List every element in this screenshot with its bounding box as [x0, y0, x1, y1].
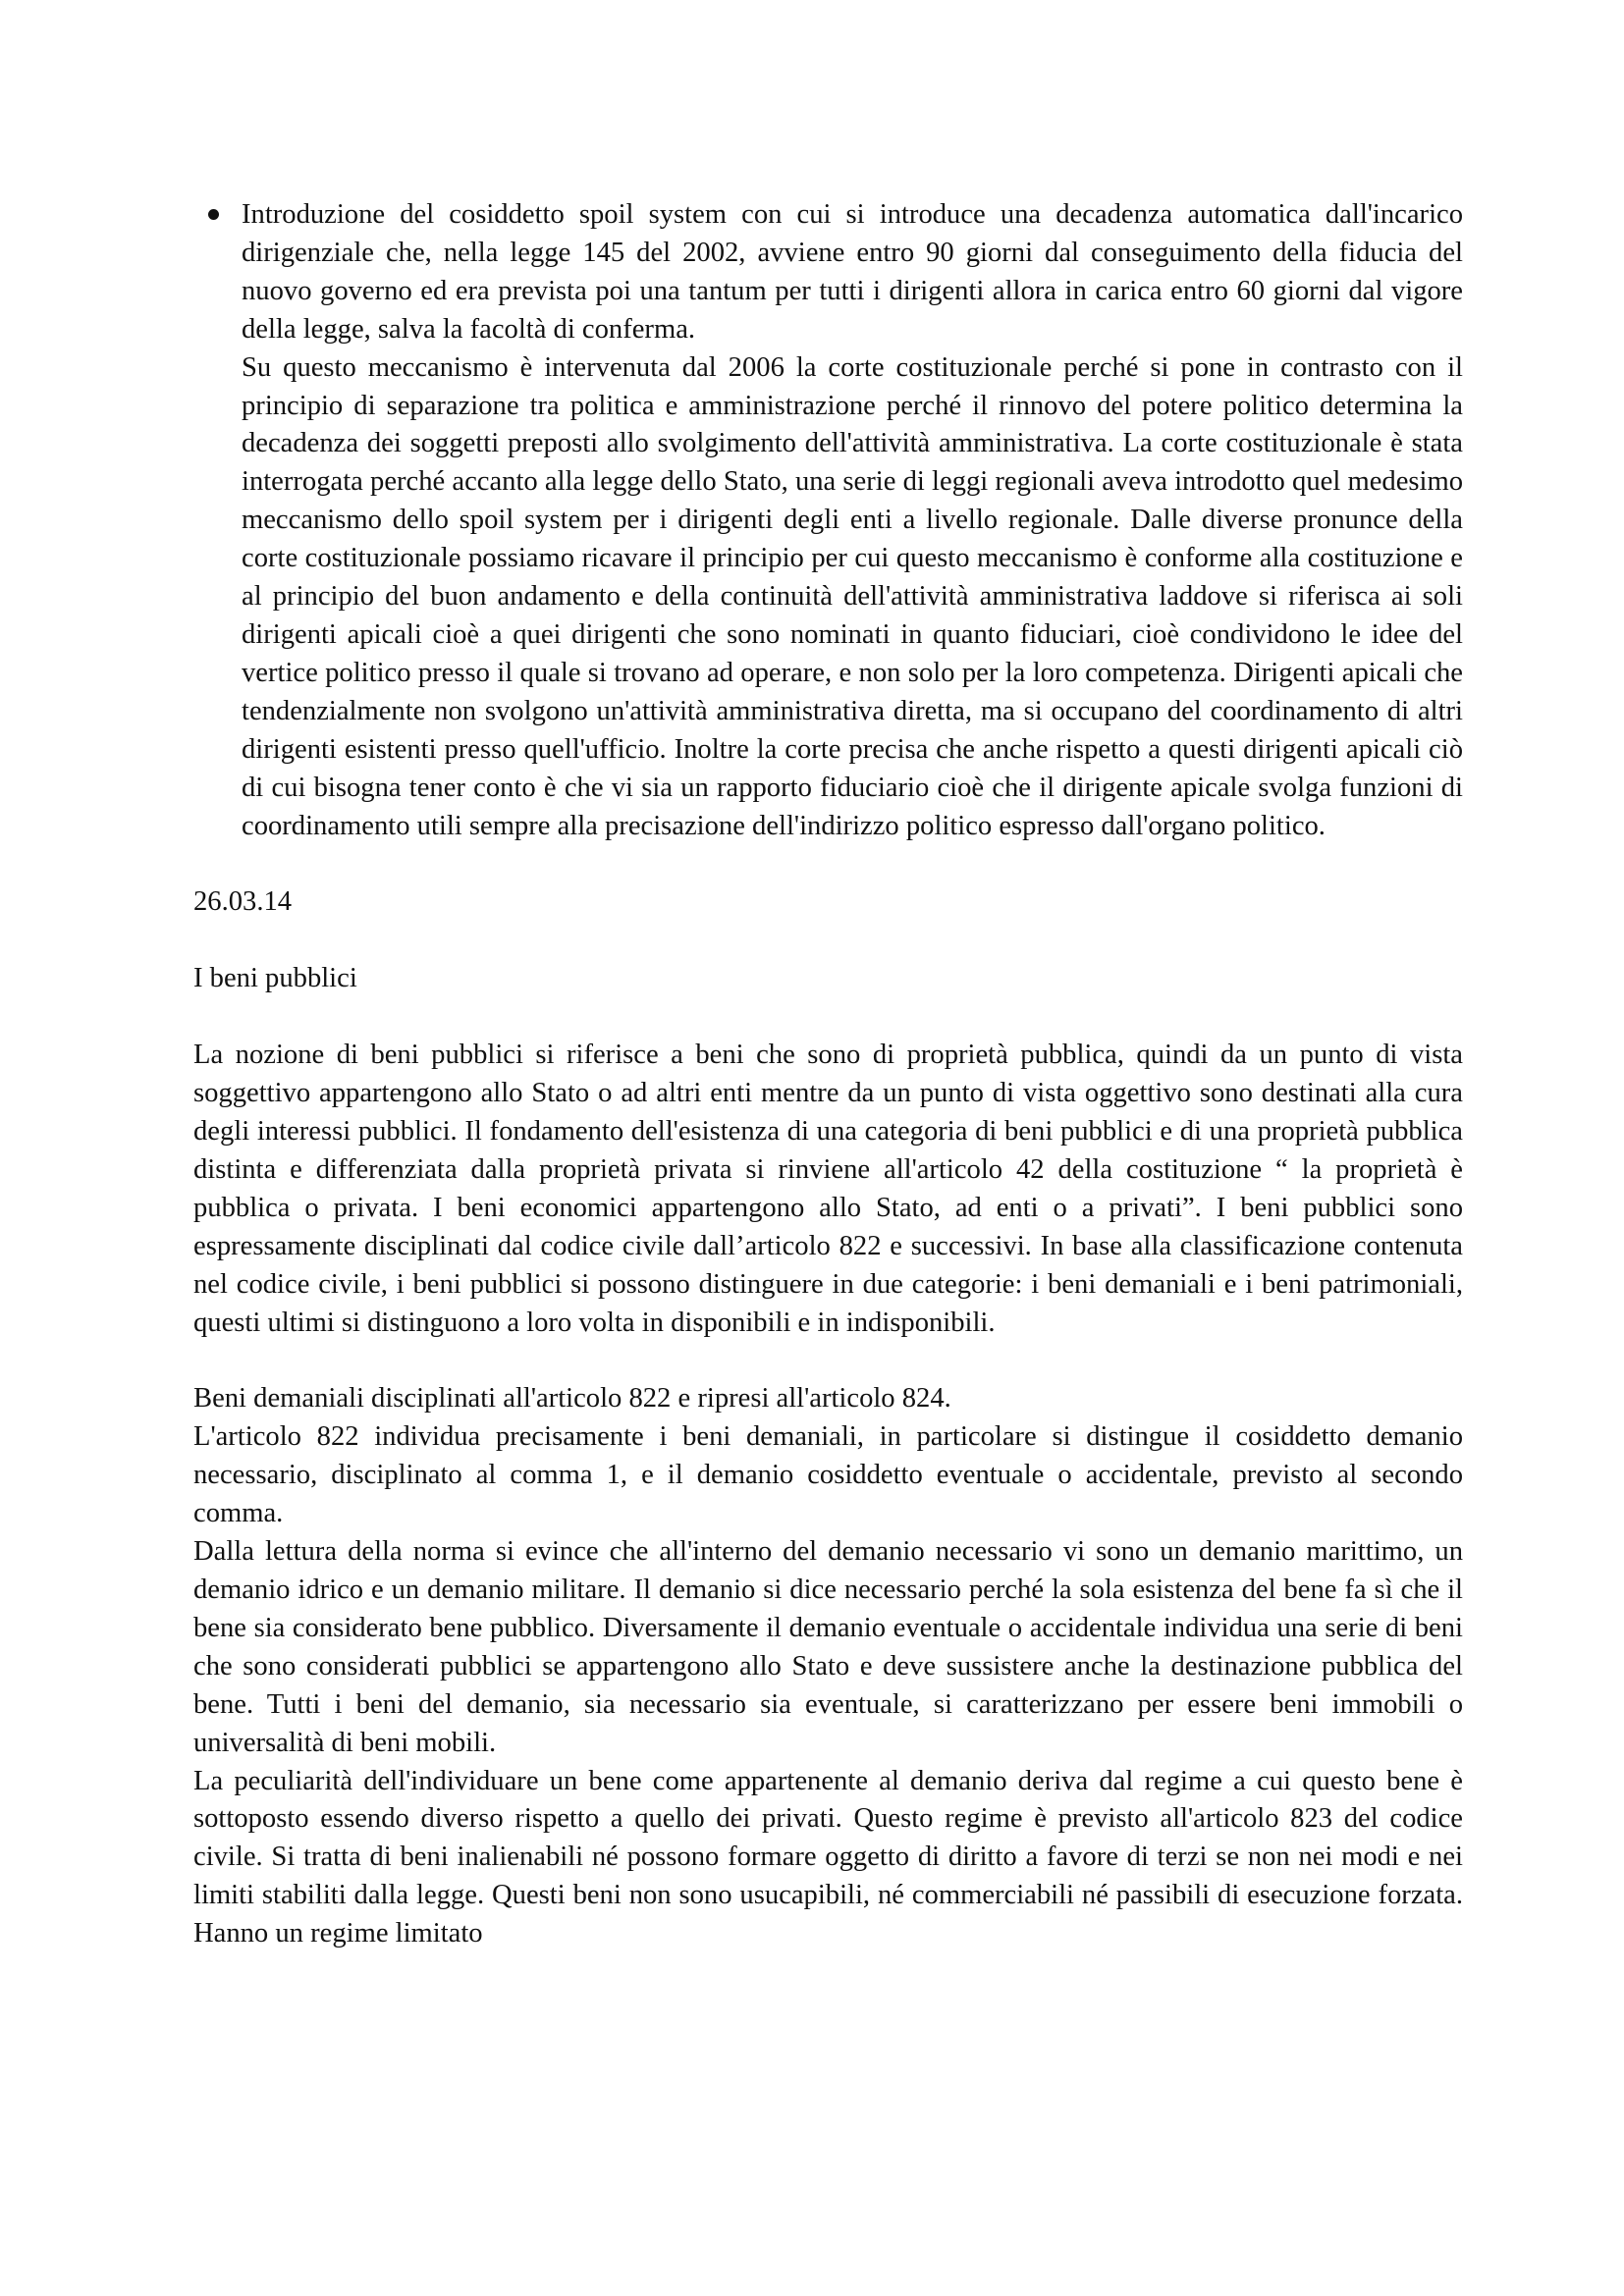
bullet-icon — [208, 209, 219, 220]
bullet-paragraph-intro: Introduzione del cosiddetto spoil system con cui si introduce una decadenza automatica dall'incarico dirigenziale che, nella legge 145 del 2002, avviene entro 90 giorni dal conseguimento della fiducia del nuovo governo ed era prevista poi una tantum per tutti i dirigenti allora in carica entro 60 giorni dal vigore della legge, salva la facoltà di conferma. — [242, 199, 1463, 345]
paragraph-regime-demanio: La peculiarità dell'individuare un bene come appartenente al demanio deriva dal regime a cui questo bene è sottoposto essendo diverso rispetto a quello dei privati. Questo regime è previsto all'articolo 823 del codice civile. Si tratta di beni inalienabili né possono formare oggetto di diritto a favore di terzi se non nei modi e nei limiti stabiliti dalla legge. Questi beni non sono usucapibili, né commerciabili né passibili di esecuzione forzata. Hanno un regime limitato — [193, 1765, 1463, 1949]
paragraph-beni-demaniali-heading: Beni demaniali disciplinati all'articolo 822 e ripresi all'articolo 824. — [193, 1383, 951, 1415]
paragraph-articolo-822: L'articolo 822 individua precisamente i beni demaniali, in particolare si distingue il cosiddetto demanio necessario, disciplinato al comma 1, e il demanio cosiddetto eventuale o accidentale, previsto al secondo comma. — [193, 1421, 1463, 1529]
section-title: I beni pubblici — [193, 963, 357, 994]
document-body — [193, 196, 1463, 1953]
paragraph-demanio-necessario: Dalla lettura della norma si evince che all'interno del demanio necessario vi sono un demanio marittimo, un demanio idrico e un demanio militare. Il demanio si dice necessario perché la sola esistenza del bene fa sì che il bene sia considerato bene pubblico. Diversamente il demanio eventuale o accidentale individua una serie di beni che sono considerati pubblici se appartengono allo Stato e deve sussistere anche la destinazione pubblica del bene. Tutti i beni del demanio, sia necessario sia eventuale, si caratterizzano per essere beni immobili o universalità di beni mobili. — [193, 1536, 1463, 1758]
lesson-date: 26.03.14 — [193, 886, 293, 918]
bullet-item-spoil-system — [193, 196, 1463, 845]
paragraph-nozione-beni-pubblici: La nozione di beni pubblici si riferisce a beni che sono di proprietà pubblica, quindi da un punto di vista soggettivo appartengono allo Stato o ad altri enti mentre da un punto di vista oggettivo sono destinati alla cura degli interessi pubblici. Il fondamento dell'esistenza di una categoria di beni pubblici e di una proprietà pubblica distinta e differenziata dalla proprietà privata si rinviene all'articolo 42 della costituzione “ la proprietà è pubblica o privata. I beni economici appartengono allo Stato, ad enti o a privati”. I beni pubblici sono espressamente disciplinati dal codice civile dall’articolo 822 e successivi. In base alla classificazione contenuta nel codice civile, i beni pubblici si possono distinguere in due categorie: i beni demaniali e i beni patrimoniali, questi ultimi si distinguono a loro volta in disponibili e in indisponibili. — [193, 1040, 1463, 1338]
bullet-paragraph-corte: Su questo meccanismo è intervenuta dal 2006 la corte costituzionale perché si pone in contrasto con il principio di separazione tra politica e amministrazione perché il rinnovo del potere politico determina la decadenza dei soggetti preposti allo svolgimento dell'attività amministrativa. La corte costituzionale è stata interrogata perché accanto alla legge dello Stato, una serie di leggi regionali aveva introdotto quel medesimo meccanismo dello spoil system per i dirigenti degli enti a livello regionale. Dalle diverse pronunce della corte costituzionale possiamo ricavare il principio per cui questo meccanismo è conforme alla costituzione e al principio del buon andamento e della continuità dell'attività amministrativa laddove si riferisca ai soli dirigenti apicali cioè a quei dirigenti che sono nominati in quanto fiduciari, cioè condividono le idee del vertice politico presso il quale si trovano ad operare, e non solo per la loro competenza. Dirigenti apicali che tendenzialmente non svolgono un'attività amministrativa diretta, ma si occupano del coordinamento di altri dirigenti esistenti presso quell'ufficio. Inoltre la corte precisa che anche rispetto a questi dirigenti apicali ciò di cui bisogna tener conto è che vi sia un rapporto fiduciario cioè che il dirigente apicale svolga funzioni di coordinamento utili sempre alla precisazione dell'indirizzo politico espresso dall'organo politico. — [242, 351, 1463, 841]
